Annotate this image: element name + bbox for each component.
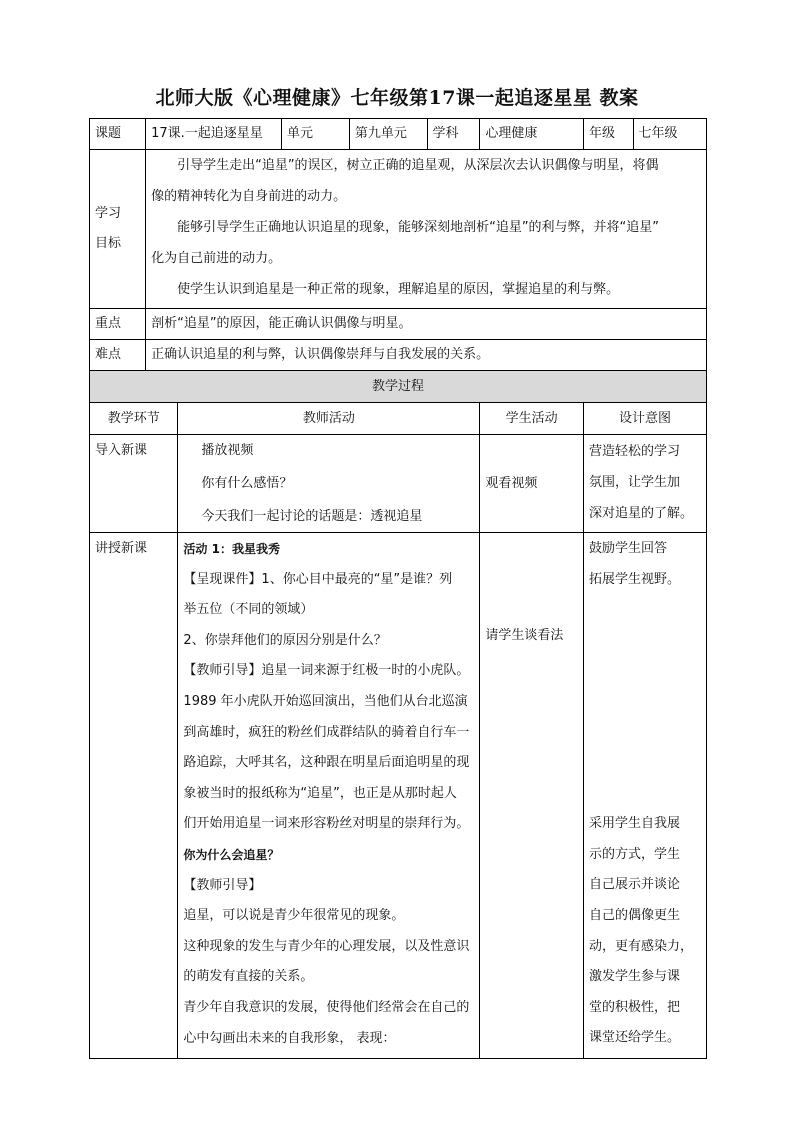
intro-intent-line: 营造轻松的学习 <box>588 444 680 459</box>
lesson-label: 课题 <box>90 119 146 150</box>
teach-line: 【教师引导】 <box>183 877 262 893</box>
teach-line: 追星，可以说是青少年很常见的现象。 <box>183 908 405 924</box>
teach-line: 象被当时的报纸称为“追星”，也正是从那时起人 <box>183 785 457 801</box>
intent-line: 动，更有感染力， <box>588 938 693 954</box>
lesson-plan-table <box>89 118 707 1059</box>
lesson-value: 17课.一起追逐星星 <box>146 119 282 150</box>
goal-line: 使学生认识到追星是一种正常的现象，理解追星的原因，掌握追星的利与弊。 <box>177 282 620 297</box>
info-row <box>90 119 707 150</box>
teach-line: 1989 年小虎队开始巡回演出，当他们从台北巡演 <box>183 693 468 709</box>
teach-row <box>90 533 707 1059</box>
teach-line: 【呈现课件】1、你心目中最亮的“星”是谁？列 <box>183 571 453 587</box>
key-point-text: 剖析“追星”的原因，能正确认识偶像与明星。 <box>146 309 707 340</box>
goal-line: 像的精神转化为自身前进的动力。 <box>151 189 347 204</box>
teach-intent <box>583 533 706 1059</box>
teach-line: 青少年自我意识的发展，使得他们经常会在自己的 <box>183 999 470 1015</box>
goals-content <box>146 150 707 309</box>
goals-label-line: 目标 <box>95 236 122 251</box>
intent-line: 课堂还给学生。 <box>588 1030 680 1046</box>
unit-label: 单元 <box>281 119 349 150</box>
grade-value: 七年级 <box>633 119 706 150</box>
intent-line: 激发学生参与课 <box>588 969 680 985</box>
subject-value: 心理健康 <box>480 119 584 150</box>
unit-value: 第九单元 <box>349 119 427 150</box>
teach-question: 你为什么会追星？ <box>183 847 280 862</box>
column-header: 教学环节 <box>90 403 178 435</box>
column-header-row <box>90 403 707 435</box>
teach-line: 们开始用追星一词来形容粉丝对明星的崇拜行为。 <box>183 816 470 832</box>
intro-teacher <box>178 435 480 533</box>
teach-line: 路追踪，大呼其名，这种跟在明星后面追明星的现 <box>183 755 470 771</box>
document-title: 北师大版《心理健康》七年级第17课一起追逐星星 教案 <box>155 87 639 109</box>
teach-line: 的萌发有直接的关系。 <box>183 969 314 985</box>
intro-intent <box>583 435 706 533</box>
intro-student: 观看视频 <box>480 435 584 533</box>
goal-line: 化为自己前进的动力。 <box>151 251 282 266</box>
grade-label: 年级 <box>583 119 633 150</box>
difficulty-text: 正确认识追星的利与弊，认识偶像崇拜与自我发展的关系。 <box>146 340 707 371</box>
intro-intent-line: 氛围，让学生加 <box>588 475 680 490</box>
intent-line: 堂的积极性，把 <box>588 999 680 1015</box>
difficulty-label: 难点 <box>90 340 146 371</box>
intro-teacher-line: 你有什么感悟？ <box>201 476 293 491</box>
intent-line: 采用学生自我展 <box>588 816 680 832</box>
intent-line: 自己的偶像更生 <box>588 907 680 923</box>
column-header: 教师活动 <box>178 403 480 435</box>
difficulty-row <box>90 340 707 371</box>
teach-line: 到高雄时，疯狂的粉丝们成群结队的骑着自行车一 <box>183 724 470 740</box>
teach-teacher <box>178 533 480 1059</box>
intent-line: 拓展学生视野。 <box>588 571 680 587</box>
teach-line: 这种现象的发生与青少年的心理发展，以及性意识 <box>183 938 470 954</box>
intro-teacher-line: 今天我们一起讨论的话题是：透视追星 <box>201 509 423 524</box>
column-header: 学生活动 <box>480 403 584 435</box>
intent-line: 自己展示并谈论 <box>588 877 680 893</box>
teach-student: 请学生谈看法 <box>480 533 584 1059</box>
key-point-label: 重点 <box>90 309 146 340</box>
teach-stage: 讲授新课 <box>90 533 178 1059</box>
goals-row <box>90 150 707 309</box>
process-header-row <box>90 371 707 403</box>
teach-line: 举五位（不同的领域） <box>183 602 314 618</box>
goal-line: 能够引导学生正确地认识追星的现象，能够深刻地剖析“追星”的利与弊，并将“追星” <box>177 220 660 235</box>
key-point-row <box>90 309 707 340</box>
intro-stage: 导入新课 <box>90 435 178 533</box>
activity-title: 活动 1：我星我秀 <box>183 542 280 556</box>
intro-intent-line: 深对追星的了解。 <box>588 506 693 521</box>
intro-row <box>90 435 707 533</box>
column-header: 设计意图 <box>583 403 706 435</box>
process-header: 教学过程 <box>90 371 707 403</box>
teach-line: 【教师引导】追星一词来源于红极一时的小虎队。 <box>183 663 470 679</box>
subject-label: 学科 <box>427 119 480 150</box>
teach-line: 2、你崇拜他们的原因分别是什么？ <box>183 632 387 648</box>
goals-label-line: 学习 <box>95 206 122 221</box>
intro-teacher-line: 播放视频 <box>201 443 254 458</box>
intent-line: 示的方式，学生 <box>588 846 680 862</box>
intent-line: 鼓励学生回答 <box>588 541 667 556</box>
teach-line: 心中勾画出未来的自我形象， 表现： <box>183 1030 396 1046</box>
goal-line: 引导学生走出“追星”的误区，树立正确的追星观，从深层次去认识偶像与明星，将偶 <box>177 158 659 173</box>
goals-label <box>90 150 146 309</box>
